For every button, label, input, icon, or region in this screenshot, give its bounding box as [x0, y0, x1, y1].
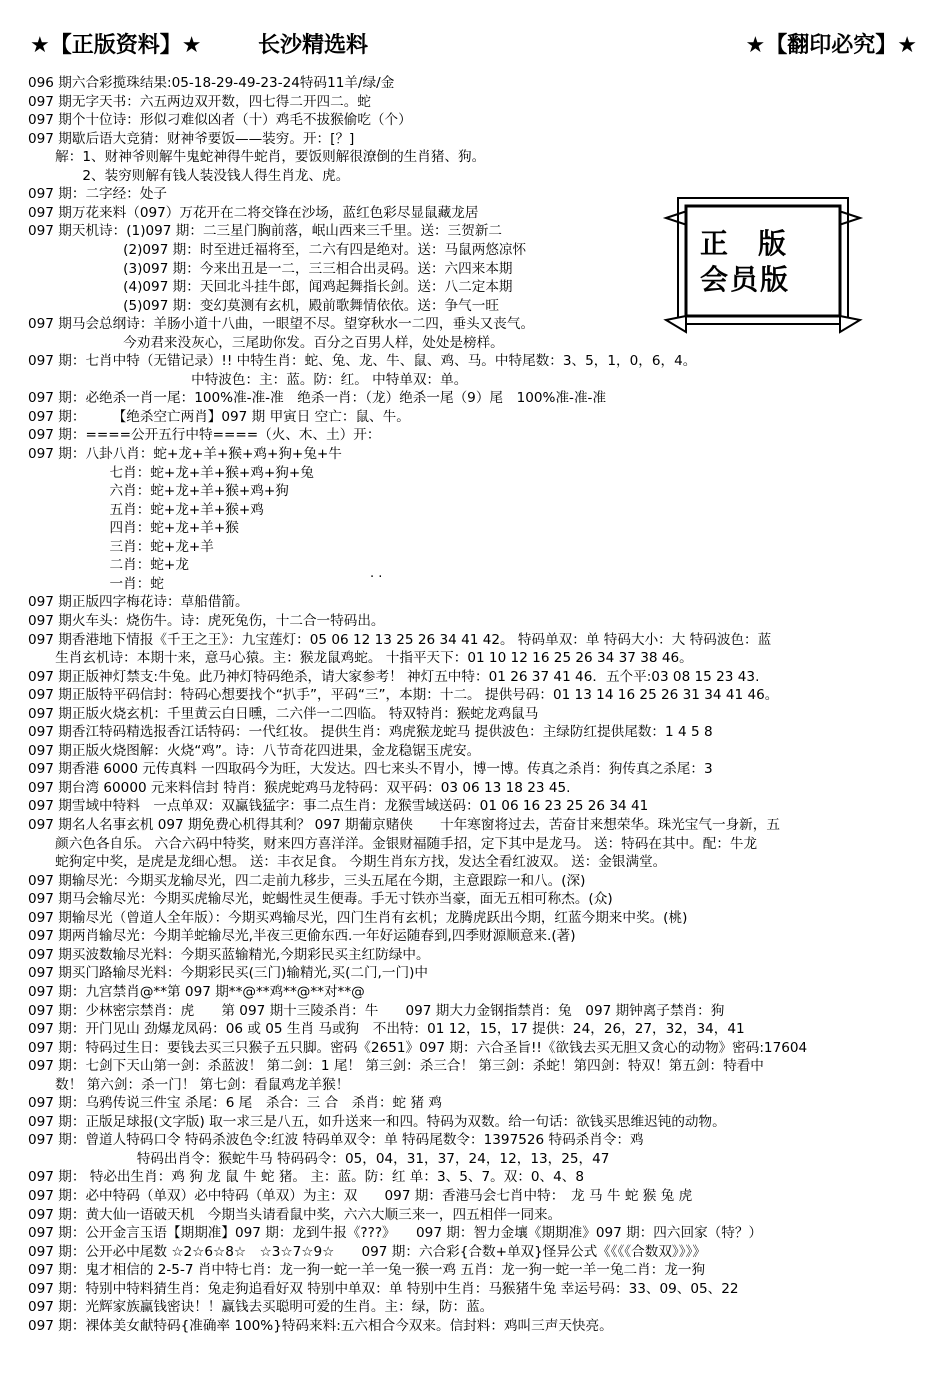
- header-left-label: ★【正版资料】★: [30, 33, 202, 58]
- text-line: (4)097 期：天回北斗挂牛郎，闻鸡起舞指长剑。送：八二定本期: [28, 279, 513, 296]
- text-line: 三肖：蛇+龙+羊: [28, 538, 214, 555]
- text-line: 生肖玄机诗：本期十来，意马心猿。主：猴龙鼠鸡蛇。 十指平天下：01 10 12 16 25 26 34 37 38 46。: [28, 650, 693, 667]
- text-line: 097 期输尽光（曾道人全年版）：今期买鸡输尽光，四门生肖有玄机；龙腾虎跃出今期，红蓝今期来中奖。(桃): [28, 909, 688, 926]
- text-line: 五肖：蛇+龙+羊+猴+鸡: [28, 501, 264, 518]
- text-line: 097 期正版火烧图解：火烧“鸡”。诗：八节奇花四进果，金龙稳锯玉虎安。: [28, 742, 481, 759]
- text-line: 097 期正版四字梅花诗：草船借箭。: [28, 594, 249, 611]
- text-line: 097 期两肖输尽光：今期羊蛇输尽光,半夜三更偷东西.一年好运随春到,四季财源顺意来.(著): [28, 928, 576, 945]
- text-line: 097 期：乌鸦传说三件宝 杀尾：6 尾 杀合：三 合 杀肖：蛇 猪 鸡: [28, 1095, 442, 1112]
- text-line: 七肖：蛇+龙+羊+猴+鸡+狗+兔: [28, 464, 314, 481]
- text-line: 097 期输尽光：今期买龙输尽光，四二走前九移步，三头五尾在今期，主意跟踪一和八。(深): [28, 872, 586, 889]
- text-line: 一肖：蛇: [28, 575, 164, 592]
- text-line: 097 期：黄大仙一语破天机 今期当头请看鼠中奖，六六大顺三来一，四五相伴一同来。: [28, 1206, 562, 1223]
- text-line: 097 期香江特码精选报香江话特码：一代红妆。 提供生肖：鸡虎猴龙蛇马 提供波色：主绿防红提供尾数：1 4 5 8: [28, 724, 713, 741]
- text-line: 中特波色：主：蓝。防：红。 中特单双：单。: [28, 371, 468, 388]
- text-line: 097 期： 特必出生肖：鸡 狗 龙 鼠 牛 蛇 猪。 主：蓝。防：红 单：3、5、7。双：0、4、8: [28, 1169, 585, 1186]
- text-line: 097 期：九宫禁肖@**第 097 期**@**鸡**@**对**@: [28, 983, 365, 1000]
- text-line: 097 期：公开必中尾数 ☆2☆6☆8☆ ☆3☆7☆9☆ 097 期：六合彩{合数+单双}怪异公式《《《《合数双》》》》: [28, 1243, 706, 1260]
- text-line: 097 期：特码过生日：要钱去买三只猴子五只脚。密码《2651》097 期：六合圣旨!!《欲钱去买无胆又贪心的动物》密码:17604: [28, 1039, 808, 1056]
- text-line: 二肖：蛇+龙: [28, 557, 189, 574]
- text-line: 解：1、财神爷则解牛鬼蛇神得牛蛇肖，要饭则解很潦倒的生肖猪、狗。: [28, 149, 486, 166]
- text-line: 097 期：特别中特料猜生肖：兔走狗追看好双 特别中单双：单 特别中生肖：马猴猪牛兔 幸运号码：33、09、05、22: [28, 1280, 739, 1297]
- text-line: 颜六色各自乐。 六合六码中特奖，财来四方喜洋洋。金银财福随手招，定下其中是龙马。 送：特码在其中。配：牛龙: [28, 835, 758, 852]
- text-line: 四肖：蛇+龙+羊+猴: [28, 520, 239, 537]
- text-line: 蛇狗定中奖，是虎是龙细心想。 送：丰衣足食。 今期生肖东方找，发达全看红波双。 送：金银满堂。: [28, 854, 667, 871]
- text-line: 097 期雪域中特料 一点单双：双赢钱猛字：事二点生肖：龙猴雪域送码：01 06 16 23 25 26 34 41: [28, 798, 649, 815]
- text-line: 数！ 第六剑：杀一门！ 第七剑：看鼠鸡龙羊猴！: [28, 1076, 350, 1093]
- page-title: 长沙精选料: [258, 33, 369, 58]
- text-line: 097 期： 【绝杀空亡两肖】097 期 甲寅日 空亡：鼠、牛。: [28, 408, 410, 425]
- text-line: (2)097 期：时至进迁福将至，二六有四是绝对。送：马鼠两悠凉怀: [28, 241, 527, 258]
- text-line: 097 期香港地下情报《千王之王》：九宝莲灯：05 06 12 13 25 26 34 41 42。 特码单双：单 特码大小：大 特码波色：蓝: [28, 631, 772, 648]
- text-line: (5)097 期：变幻莫测有玄机，殿前歌舞情依依。送：争气一旺: [28, 297, 499, 314]
- text-line: 097 期正版火烧玄机：千里黄云白日曛，二六伴一二四临。 特双特肖：猴蛇龙鸡鼠马: [28, 705, 539, 722]
- text-line: 097 期：曾道人特码口令 特码杀波色令:红波 特码单双令：单 特码尾数令：1397526 特码杀肖令：鸡: [28, 1132, 644, 1149]
- text-line: 097 期：二字经：处子: [28, 186, 168, 203]
- text-line: 097 期台湾 60000 元来料信封 特肖：猴虎蛇鸡马龙特码：双平码：03 06 13 18 23 45.: [28, 779, 571, 796]
- text-line: 097 期马会输尽光：今期买虎输尽光，蛇蝎性灵生便毒。手无寸铁亦当豪，面无五相可称杰。(众): [28, 891, 613, 908]
- page-header: [0, 0, 945, 70]
- text-line: 097 期：七剑下天山第一剑：杀蓝波！ 第二剑：1 尾！ 第三剑：杀三合！ 第三剑：杀蛇！第四剑：特双！第五剑：特看中: [28, 1058, 764, 1075]
- text-line: (3)097 期：今来出丑是一二，三三相合出灵码。送：六四来本期: [28, 260, 513, 277]
- text-line: 六肖：蛇+龙+羊+猴+鸡+狗: [28, 483, 289, 500]
- text-line: 今劝君来没灰心，三尾助你发。百分之百男人样，处处是榜样。: [28, 334, 504, 351]
- text-line: 097 期名人名事玄机 097 期免费心机得其利？ 097 期葡京赌侠 十年寒窗将过去，苦奋甘来想荣华。珠光宝气一身新，五: [28, 817, 780, 833]
- text-line: 097 期：正版足球报(文字版) 取一求三是八五，如升送来一和四。特码为双数。给一句话：欲钱买思维迟钝的动物。: [28, 1113, 726, 1130]
- badge-line-1: 正版: [700, 227, 817, 260]
- text-line: 097 期：必中特码（单双）必中特码（单双）为主：双 097 期：香港马会七肖中特： 龙 马 牛 蛇 猴 兔 虎: [28, 1188, 693, 1204]
- text-line: 097 期正版神灯禁支:牛兔。此乃神灯特码绝杀，请大家参考！ 神灯五中特：01 26 37 41 46．五个平:03 08 15 23 43.: [28, 668, 760, 685]
- text-line: 097 期正版特平码信封：特码心想要找个“扒手”，平码“三”，本期：十二。 提供号码：01 13 14 16 25 26 31 34 41 46。: [28, 687, 779, 704]
- text-line: 097 期：光辉家族赢钱密诀！！赢钱去买聪明可爱的生肖。主：绿，防：蓝。: [28, 1299, 494, 1316]
- text-line: 097 期无字天书：六五两边双开数，四七得二开四二。蛇: [28, 93, 371, 110]
- text-line: 特码出肖令：猴蛇牛马 特码码令：05，04，31，37，24，12，13，25，47: [28, 1150, 610, 1167]
- text-line: 097 期香港 6000 元传真料 一四取码今为旺，大发达。四七来头不胃小，博一博。传真之杀肖：狗传真之杀尾：3: [28, 761, 713, 778]
- text-line: 096 期六合彩揽珠结果:05-18-29-49-23-24特码11羊/绿/金: [28, 75, 395, 91]
- badge-line-2: 会员版: [700, 263, 791, 296]
- text-line: 097 期：公开金言玉语【期期准】097 期：龙到牛报《???》 097 期：智力金壤《期期准》097 期：四六回家（特？）: [28, 1225, 763, 1242]
- text-line: 097 期天机诗：(1)097 期：二三星门胸前落，岷山西来三千里。送：三贺新二: [28, 223, 503, 240]
- text-line: 097 期火车头：烧伤牛。诗：虎死兔伤，十二合一特码出。: [28, 612, 385, 629]
- text-line: 097 期：开门见山 劲爆龙凤码：06 或 05 生肖 马或狗 不出特：01 12，15，17 提供：24，26，27，32，34，41: [28, 1021, 745, 1038]
- text-line: 097 期：少林密宗禁肖：虎 第 097 期十三陵杀肖：牛 097 期大力金钢指禁肖：兔 097 期钟离子禁肖：狗: [28, 1002, 725, 1019]
- text-line: 097 期马会总纲诗：羊肠小道十八曲，一眼望不尽。望穿秋水一二四，垂头又丧气。: [28, 316, 535, 333]
- text-line: 097 期歇后语大竞猜：财神爷要饭——装穷。开：[？]: [28, 130, 355, 147]
- text-line: 2、装穷则解有钱人装没钱人得生肖龙、虎。: [28, 167, 350, 184]
- stray-dots: · ·: [370, 570, 383, 585]
- text-line: 097 期：七肖中特（无错记录）!! 中特生肖：蛇、兔、龙、牛、鼠、鸡、马。中特尾数：3、5，1，0，6，4。: [28, 353, 697, 370]
- text-line: 097 期万花来料（097）万花开在二将交锋在沙场，蓝红色彩尽显鼠藏龙居: [28, 204, 479, 221]
- text-line: 097 期：必绝杀一肖一尾：100%准-准-准 绝杀一肖：（龙）绝杀一尾（9）尾 100%准-准-准: [28, 390, 607, 407]
- text-line: 097 期买门路输尽光料：今期彩民买(三门)输精光,买(二门,一门)中: [28, 965, 428, 982]
- text-line: 097 期：八卦八肖：蛇+龙+羊+猴+鸡+狗+兔+牛: [28, 446, 342, 462]
- text-line: 097 期个十位诗：形似刁难似凶者（十）鸡毛不拔猴偷吃（个）: [28, 112, 412, 129]
- text-line: 097 期：裸体美女献特码{准确率 100%}特码来料:五六相合今双来。信封料：鸡叫三声天快亮。: [28, 1317, 613, 1334]
- text-line: 097 期买波数输尽光料：今期买蓝输精光,今期彩民买主红防绿中。: [28, 946, 430, 963]
- text-line: 097 期：====公开五行中特====（火、木、土）开：: [28, 427, 381, 444]
- header-right-label: ★【翻印必究】★: [745, 33, 917, 58]
- text-line: 097 期：鬼才相信的 2-5-7 肖中特七肖：龙一狗一蛇一羊一兔一猴一鸡 五肖：龙一狗一蛇一羊一兔二肖：龙一狗: [28, 1262, 706, 1279]
